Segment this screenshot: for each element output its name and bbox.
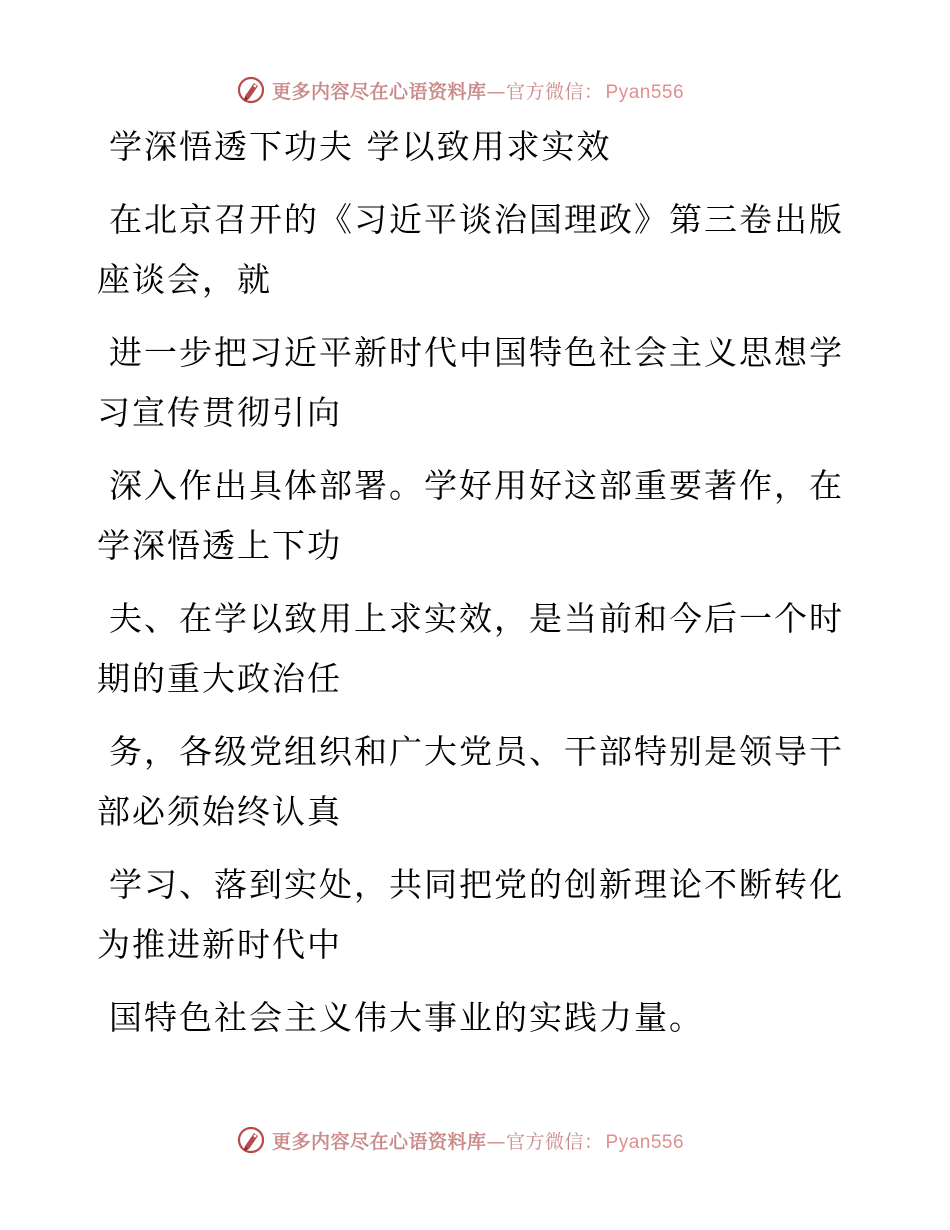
paragraph-line: 为推进新时代中 xyxy=(97,925,342,964)
pen-nib-logo-icon xyxy=(236,75,266,105)
pen-nib-logo-icon xyxy=(236,1125,266,1155)
watermark-id: Pyan556 xyxy=(605,1131,685,1153)
paragraph-line: 务，各级党组织和广大党员、干部特别是领导干 xyxy=(109,732,844,771)
footer-watermark xyxy=(236,1123,684,1157)
header-watermark xyxy=(236,73,684,107)
paragraph-line: 学习、落到实处，共同把党的创新理论不断转化 xyxy=(109,865,844,904)
paragraph-line: 在北京召开的《习近平谈治国理政》第三卷出版 xyxy=(109,200,844,239)
watermark-main-text: 更多内容尽在心语资料库 xyxy=(272,80,487,103)
watermark-sub-text: 官方微信： xyxy=(506,80,604,103)
paragraph-line: 夫、在学以致用上求实效，是当前和今后一个时 xyxy=(109,599,844,638)
paragraph-line: 座谈会，就 xyxy=(97,260,272,299)
paragraph-line: 期的重大政治任 xyxy=(97,659,342,698)
paragraph-line: 部必须始终认真 xyxy=(97,792,342,831)
paragraph-line: 国特色社会主义伟大事业的实践力量。 xyxy=(109,998,704,1037)
watermark-sub-text: 官方微信： xyxy=(506,1130,604,1153)
paragraph-line: 深入作出具体部署。学好用好这部重要著作，在 xyxy=(109,466,844,505)
paragraph-line: 习宣传贯彻引向 xyxy=(97,393,342,432)
watermark-main-text: 更多内容尽在心语资料库 xyxy=(272,1130,487,1153)
watermark-dash: — xyxy=(486,1130,507,1153)
watermark-dash: — xyxy=(486,80,507,103)
document-title: 学深悟透下功夫 学以致用求实效 xyxy=(109,127,612,166)
watermark-id: Pyan556 xyxy=(605,81,685,103)
paragraph-line: 学深悟透上下功 xyxy=(97,526,342,565)
paragraph-line: 进一步把习近平新时代中国特色社会主义思想学 xyxy=(109,333,844,372)
